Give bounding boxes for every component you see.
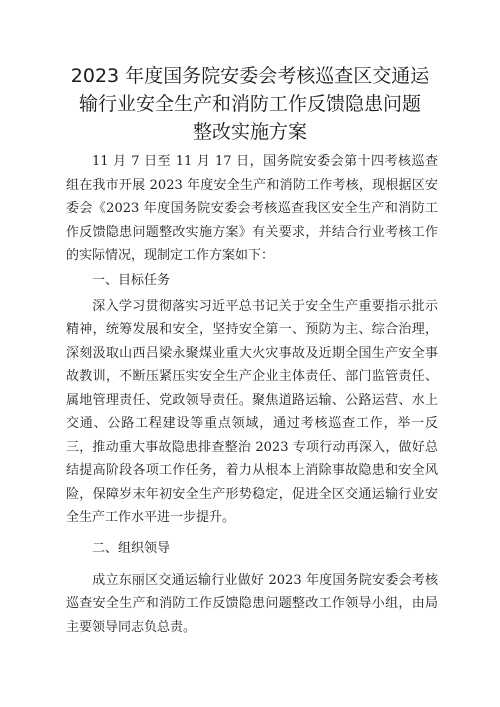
intro-paragraph	[66, 150, 438, 268]
section-text: 成立东丽区交通运输行业做好 2023 年度国务院安委会考核巡查安全生产和消防工作反馈隐患问题整改工作领导小组，由局主要领导同志负总责。	[66, 572, 438, 635]
section-paragraph-goals	[66, 295, 438, 530]
section-text: 深入学习贯彻落实习近平总书记关于安全生产重要指示批示精神，统筹发展和安全，坚持安全第一、预防为主、综合治理，深刻汲取山西吕梁永聚煤业重大火灾事故及近期全国生产安全事故教训，不断压紧压实安全生产企业主体责任、部门监管责任、属地管理责任、党政领导责任。聚焦道路运输、公路运营、水上交通、公路工程建设等重点领域，通过考核巡查工作，举一反三，推动重大事故隐患排查整治 2023 专项行动再深入，做好总结提高阶段各项工作任务，着力从根本上消除事故隐患和安全风险，保障岁末年初安全生产形势稳定，促进全区交通运输行业安全生产工作水平进一步提升。	[66, 298, 438, 525]
title-line: 整改实施方案	[192, 121, 307, 143]
document-title	[60, 62, 440, 146]
title-line: 输行业安全生产和消防工作反馈隐患问题	[78, 93, 421, 115]
title-line: 2023 年度国务院安委会考核巡查区交通运	[70, 65, 430, 87]
intro-text: 11 月 7 日至 11 月 17 日，国务院安委会第十四考核巡查组在我市开展 2023 年度安全生产和消防工作考核，现根据区安委会《2023 年度国务院安委会考核巡查我区安全生产和消防工作反馈隐患问题整改实施方案》有关要求，并结合行业考核工作的实际情况，现制定工作方案如下：	[66, 154, 438, 263]
section-heading-goals: 一、目标任务	[92, 272, 171, 288]
section-heading-organization: 二、组织领导	[92, 540, 171, 556]
section-paragraph-organization	[66, 569, 438, 640]
document-body	[66, 150, 438, 639]
